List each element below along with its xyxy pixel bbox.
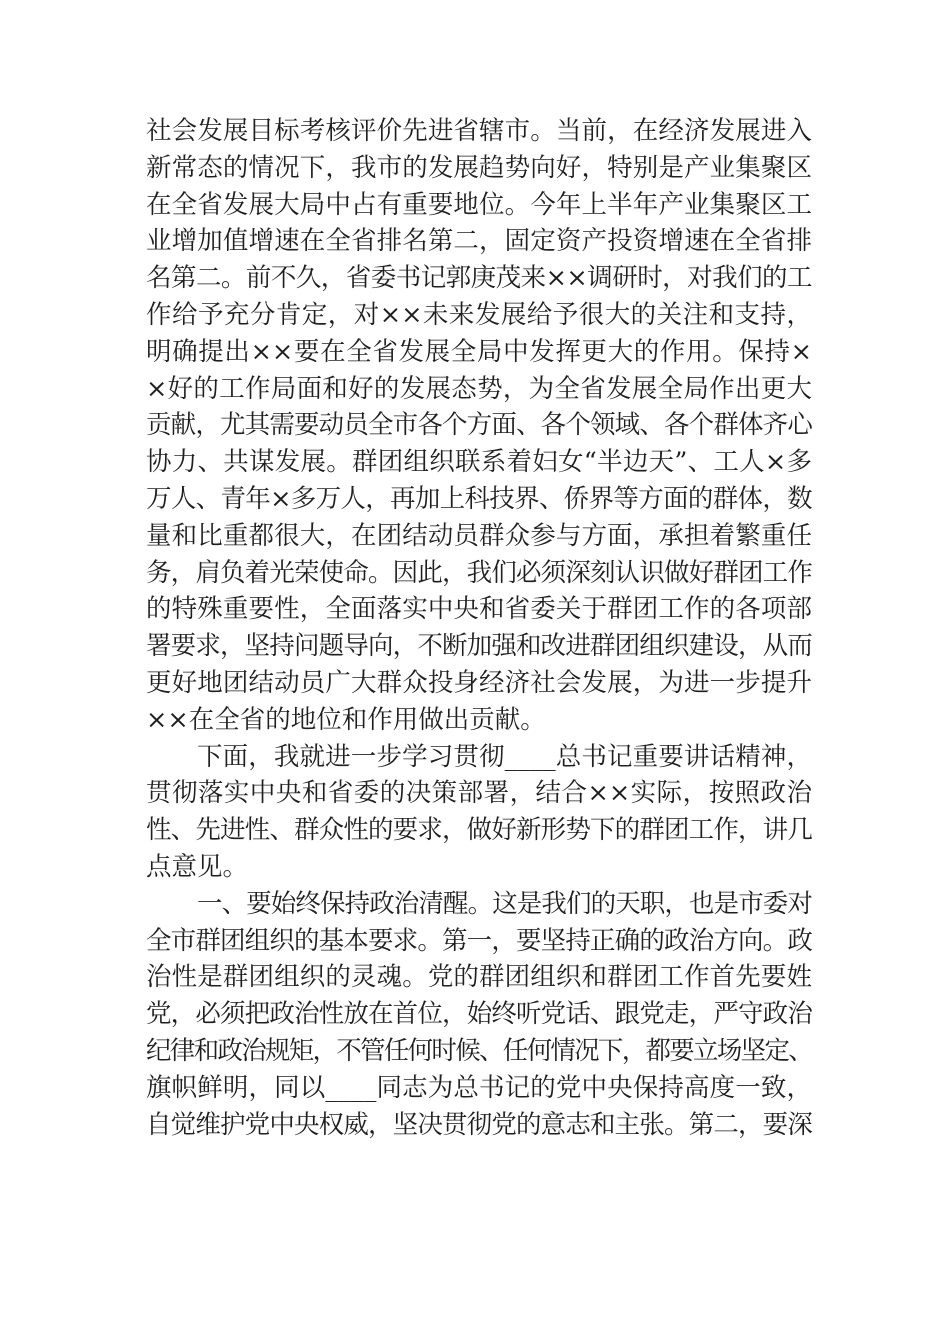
text-line: 万人、青年×多万人，再加上科技界、侨界等方面的群体，数 bbox=[146, 483, 812, 514]
text-line: 量和比重都很大，在团结动员群众参与方面，承担着繁重任 bbox=[146, 520, 812, 551]
text-line: 贡献，尤其需要动员全市各个方面、各个领域、各个群体齐心 bbox=[146, 410, 812, 441]
text-line: 全市群团组织的基本要求。第一，要坚持正确的政治方向。政 bbox=[146, 925, 812, 956]
text-line: 名第二。前不久，省委书记郭庚茂来××调研时，对我们的工 bbox=[146, 263, 812, 294]
text-line: 在全省发展大局中占有重要地位。今年上半年产业集聚区工 bbox=[146, 189, 812, 220]
text-line: 贯彻落实中央和省委的决策部署，结合××实际，按照政治 bbox=[146, 778, 812, 809]
text-line: ×好的工作局面和好的发展态势，为全省发展全局作出更大 bbox=[146, 373, 812, 404]
text-line: 性、先进性、群众性的要求，做好新形势下的群团工作，讲几 bbox=[146, 815, 812, 846]
text-line: 的特殊重要性，全面落实中央和省委关于群团工作的各项部 bbox=[146, 594, 812, 625]
text-line: 明确提出××要在全省发展全局中发挥更大的作用。保持× bbox=[146, 336, 812, 367]
text-line: 更好地团结动员广大群众投身经济社会发展，为进一步提升 bbox=[146, 667, 812, 698]
text-line: 署要求，坚持问题导向，不断加强和改进群团组织建设，从而 bbox=[146, 631, 812, 662]
text-line: 旗帜鲜明，同以____同志为总书记的党中央保持高度一致， bbox=[146, 1072, 812, 1103]
text-line: 自觉维护党中央权威，坚决贯彻党的意志和主张。第二，要深 bbox=[146, 1109, 812, 1140]
body-text bbox=[146, 113, 812, 1143]
text-line: 治性是群团组织的灵魂。党的群团组织和群团工作首先要姓 bbox=[146, 962, 812, 993]
text-line: 务，肩负着光荣使命。因此，我们必须深刻认识做好群团工作 bbox=[146, 557, 812, 588]
text-line: 党，必须把政治性放在首位，始终听党话、跟党走，严守政治 bbox=[146, 999, 812, 1030]
text-line: 业增加值增速在全省排名第二，固定资产投资增速在全省排 bbox=[146, 226, 812, 257]
text-line: 纪律和政治规矩，不管任何时候、任何情况下，都要立场坚定、 bbox=[146, 1035, 812, 1066]
text-line: 点意见。 bbox=[146, 851, 249, 882]
text-line: 作给予充分肯定，对××未来发展给予很大的关注和支持， bbox=[146, 299, 812, 330]
text-line: 新常态的情况下，我市的发展趋势向好，特别是产业集聚区 bbox=[146, 152, 812, 183]
text-line: 下面，我就进一步学习贯彻____总书记重要讲话精神， bbox=[197, 741, 812, 772]
text-line: 一、要始终保持政治清醒。这是我们的天职，也是市委对 bbox=[197, 888, 812, 919]
text-line: 社会发展目标考核评价先进省辖市。当前，在经济发展进入 bbox=[146, 116, 812, 146]
text-line: ××在全省的地位和作用做出贡献。 bbox=[146, 704, 546, 735]
text-line: 协力、共谋发展。群团组织联系着妇女“半边天”、工人×多 bbox=[146, 447, 812, 478]
